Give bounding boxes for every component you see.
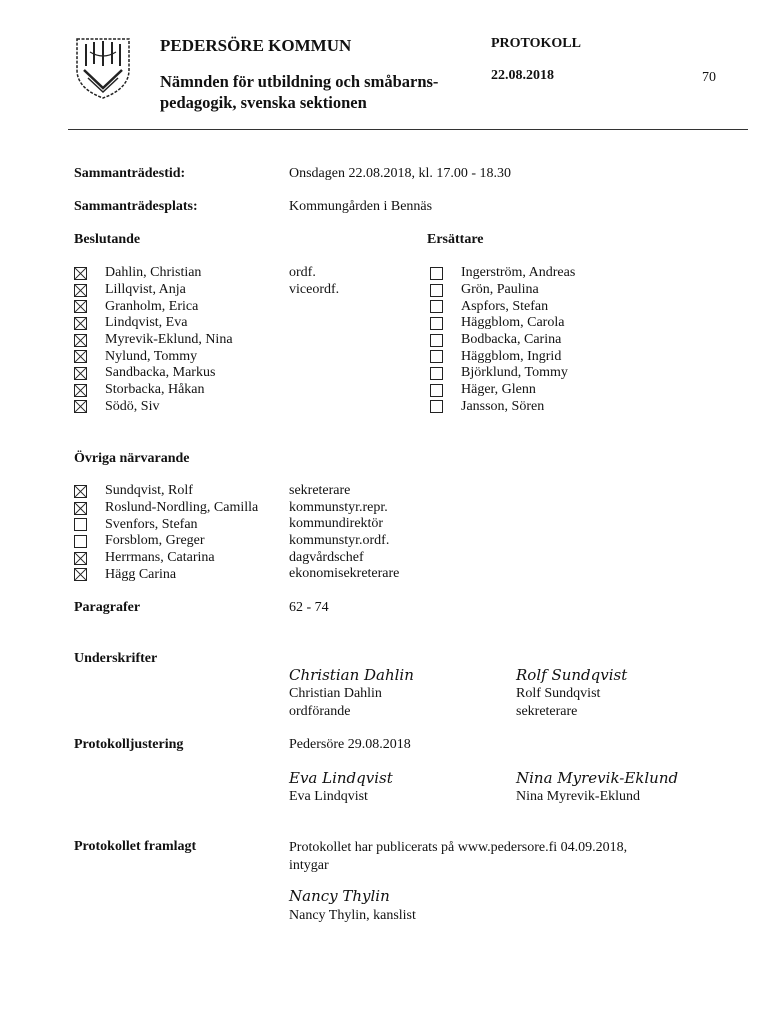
- checked-box-icon: [74, 300, 87, 313]
- member-role: ekonomisekreterare: [289, 566, 400, 582]
- paragraphs-label: Paragrafer: [74, 600, 141, 615]
- member-name: Lillqvist, Anja: [105, 282, 186, 298]
- list-item: [74, 382, 233, 399]
- checked-box-icon: [74, 485, 87, 498]
- others-members-list: [74, 483, 258, 583]
- adjuster1-signature: Eva Lindqvist: [289, 769, 393, 787]
- document-date: 22.08.2018: [491, 68, 554, 83]
- list-item: [74, 516, 258, 533]
- meeting-time-label: Sammanträdestid:: [74, 166, 186, 181]
- member-name: Aspfors, Stefan: [461, 298, 549, 314]
- publication-text: Protokollet har publicerats på www.pedersore.fi 04.09.2018, intygar: [289, 840, 628, 873]
- member-name: Grön, Paulina: [461, 282, 539, 298]
- unchecked-box-icon: [74, 518, 87, 531]
- checked-box-icon: [74, 284, 87, 297]
- signatures-label: Underskrifter: [74, 651, 158, 666]
- list-item: [74, 365, 233, 382]
- adjuster2-signature: Nina Myrevik-Eklund: [516, 769, 679, 787]
- unchecked-box-icon: [430, 384, 443, 397]
- unchecked-box-icon: [430, 267, 443, 280]
- others-roles-list: [289, 483, 399, 583]
- member-role: kommundirektör: [289, 516, 384, 532]
- list-item: [74, 282, 233, 299]
- meeting-time-value: Onsdagen 22.08.2018, kl. 17.00 - 18.30: [289, 166, 512, 181]
- deciding-members-list: [74, 265, 233, 415]
- list-item: [74, 265, 233, 282]
- certifier-signature: Nancy Thylin: [289, 887, 390, 905]
- unchecked-box-icon: [430, 367, 443, 380]
- adjuster1-name: Eva Lindqvist: [289, 789, 368, 804]
- list-item: [430, 348, 575, 365]
- member-name: Häggblom, Ingrid: [461, 348, 562, 364]
- list-item: [74, 315, 233, 332]
- member-name: Svenfors, Stefan: [105, 516, 198, 532]
- substitutes-heading: Ersättare: [427, 232, 484, 247]
- deciding-roles-list: [289, 265, 339, 415]
- list-item: [430, 365, 575, 382]
- substitutes-list: [430, 265, 575, 415]
- adjuster2-name: Nina Myrevik-Eklund: [516, 789, 641, 804]
- adjustment-label: Protokolljustering: [74, 737, 184, 752]
- municipality-crest-logo: [74, 36, 132, 100]
- list-item: [74, 483, 258, 500]
- member-name: Roslund-Nordling, Camilla: [105, 500, 259, 516]
- checked-box-icon: [74, 552, 87, 565]
- list-item: [430, 298, 575, 315]
- member-name: Myrevik-Eklund, Nina: [105, 332, 233, 348]
- member-name: Forsblom, Greger: [105, 533, 205, 549]
- member-role: [289, 365, 339, 382]
- unchecked-box-icon: [430, 284, 443, 297]
- chair-name-block: [289, 685, 382, 721]
- chair-name: Christian Dahlin: [289, 686, 382, 701]
- checked-box-icon: [74, 334, 87, 347]
- list-item: [74, 500, 258, 517]
- unchecked-box-icon: [430, 317, 443, 330]
- meeting-place-value: Kommungården i Bennäs: [289, 199, 433, 214]
- list-item: [430, 332, 575, 349]
- member-name: Björklund, Tommy: [461, 365, 568, 381]
- member-name: Häger, Glenn: [461, 382, 536, 398]
- list-item: [74, 332, 233, 349]
- checked-box-icon: [74, 384, 87, 397]
- unchecked-box-icon: [430, 350, 443, 363]
- member-name: Sundqvist, Rolf: [105, 483, 193, 499]
- unchecked-box-icon: [430, 334, 443, 347]
- member-role: [289, 298, 339, 315]
- member-name: Södö, Siv: [105, 398, 160, 414]
- list-item: [74, 533, 258, 550]
- member-role: kommunstyr.repr.: [289, 499, 388, 515]
- committee-name: Nämnden för utbildning och småbarns- pedagogik, svenska sektionen: [160, 72, 439, 112]
- member-name: Storbacka, Håkan: [105, 382, 205, 398]
- list-item: [74, 550, 258, 567]
- meeting-place-label: Sammanträdesplats:: [74, 199, 198, 214]
- member-name: Granholm, Erica: [105, 298, 199, 314]
- header-divider: [68, 129, 748, 130]
- member-role: [289, 348, 339, 365]
- member-name: Dahlin, Christian: [105, 265, 202, 281]
- certifier-name: Nancy Thylin, kanslist: [289, 908, 416, 923]
- secretary-name-block: [516, 685, 600, 721]
- list-item: [74, 566, 258, 583]
- municipality-name: PEDERSÖRE KOMMUN: [160, 36, 352, 55]
- checked-box-icon: [74, 350, 87, 363]
- chair-role: ordförande: [289, 704, 351, 719]
- chair-signature: Christian Dahlin: [289, 666, 414, 684]
- checked-box-icon: [74, 502, 87, 515]
- member-name: Sandbacka, Markus: [105, 365, 216, 381]
- member-name: Hägg Carina: [105, 566, 177, 582]
- member-role: viceordf.: [289, 281, 340, 297]
- member-name: Herrmans, Catarina: [105, 550, 215, 566]
- member-role: sekreterare: [289, 483, 351, 498]
- member-role: [289, 332, 339, 349]
- list-item: [430, 282, 575, 299]
- member-role: [289, 399, 339, 416]
- list-item: [74, 399, 233, 416]
- member-name: Ingerström, Andreas: [461, 265, 576, 281]
- publication-label: Protokollet framlagt: [74, 839, 197, 854]
- list-item: [430, 382, 575, 399]
- unchecked-box-icon: [430, 300, 443, 313]
- checked-box-icon: [74, 400, 87, 413]
- secretary-name: Rolf Sundqvist: [516, 686, 601, 701]
- page-number: 70: [702, 70, 716, 85]
- secretary-role: sekreterare: [516, 704, 578, 719]
- checked-box-icon: [74, 267, 87, 280]
- checked-box-icon: [74, 367, 87, 380]
- others-heading: Övriga närvarande: [74, 451, 190, 466]
- secretary-signature: Rolf Sundqvist: [516, 666, 628, 684]
- adjustment-place-date: Pedersöre 29.08.2018: [289, 737, 411, 752]
- member-name: Jansson, Sören: [461, 398, 545, 414]
- member-name: Häggblom, Carola: [461, 315, 565, 331]
- member-name: Bodbacka, Carina: [461, 332, 562, 348]
- checked-box-icon: [74, 317, 87, 330]
- member-role: [289, 382, 339, 399]
- checked-box-icon: [74, 568, 87, 581]
- list-item: [430, 265, 575, 282]
- member-role: ordf.: [289, 265, 316, 280]
- unchecked-box-icon: [430, 400, 443, 413]
- list-item: [74, 298, 233, 315]
- member-name: Lindqvist, Eva: [105, 315, 188, 331]
- member-role: [289, 315, 339, 332]
- member-role: kommunstyr.ordf.: [289, 533, 390, 549]
- member-role: dagvårdschef: [289, 549, 364, 565]
- document-type: PROTOKOLL: [491, 36, 581, 51]
- list-item: [430, 315, 575, 332]
- deciding-heading: Beslutande: [74, 232, 141, 247]
- list-item: [430, 399, 575, 416]
- unchecked-box-icon: [74, 535, 87, 548]
- paragraphs-value: 62 - 74: [289, 600, 329, 615]
- list-item: [74, 348, 233, 365]
- member-name: Nylund, Tommy: [105, 348, 198, 364]
